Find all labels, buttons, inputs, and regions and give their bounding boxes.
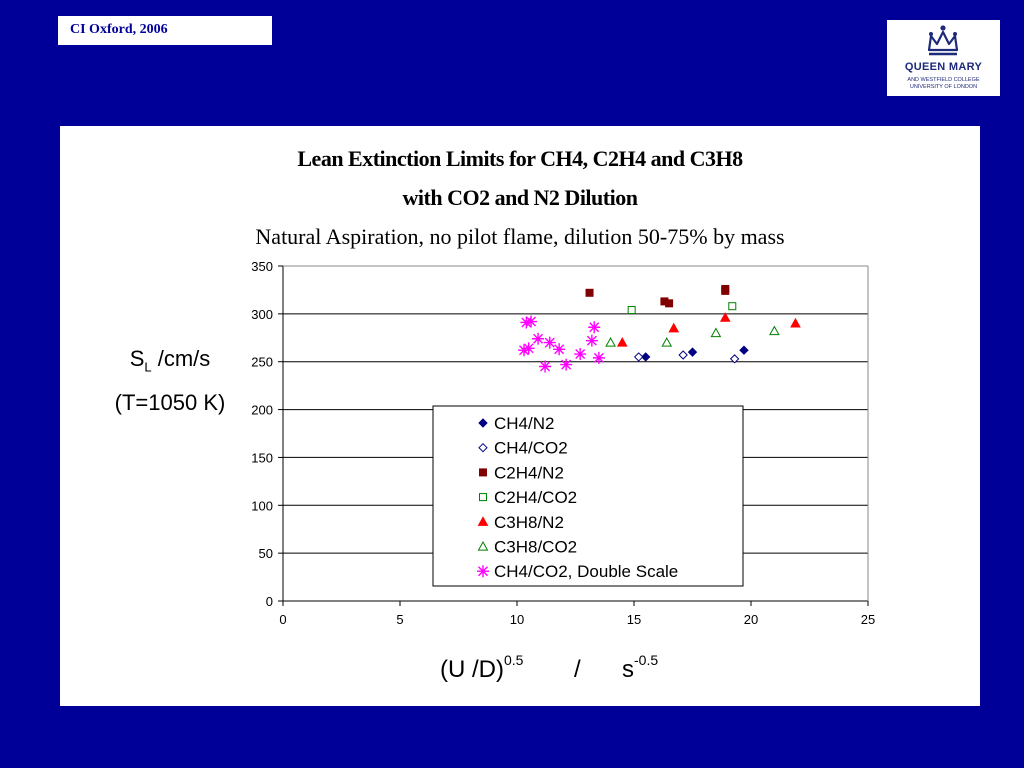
point-ch4-co2-double-scale: [586, 335, 598, 347]
chart-subtitle: Natural Aspiration, no pilot flame, dilution 50-75% by mass: [255, 224, 785, 249]
point-ch4-co2-double-scale: [588, 321, 600, 333]
y-axis-label-line-2: (T=1050 K): [114, 390, 226, 415]
y-tick-label: 350: [251, 259, 273, 274]
x-axis-label: [440, 652, 524, 684]
x-axis-label-exponent: 0.5: [503, 652, 524, 668]
point-ch4-n2: [740, 346, 748, 354]
x-axis-label-unit: [622, 652, 659, 684]
point-ch4-co2-double-scale: [539, 361, 551, 373]
point-c3h8-co2: [662, 338, 671, 346]
point-c3h8-n2: [669, 324, 678, 332]
point-c2h4-n2: [586, 289, 593, 296]
x-tick-label: 20: [743, 612, 759, 627]
point-ch4-n2: [689, 348, 697, 356]
point-c2h4-co2: [628, 307, 635, 314]
logo-line-1: AND WESTFIELD COLLEGE: [907, 77, 980, 83]
legend-marker-c2h4-n2: [480, 469, 487, 476]
y-tick-label: 300: [251, 306, 273, 322]
chart-title-line-1: Lean Extinction Limits for CH4, C2H4 and C3H8: [297, 146, 743, 171]
y-tick-label: 150: [251, 450, 273, 466]
legend-label-ch4-co2-double-scale: CH4/CO2, Double Scale: [494, 562, 679, 582]
legend-label-c2h4-co2: C2H4/CO2: [494, 488, 578, 508]
x-tick-label: 10: [509, 612, 525, 627]
point-ch4-co2-double-scale: [593, 352, 605, 364]
x-tick-label: 15: [626, 612, 642, 627]
crown-icon: [887, 20, 1000, 60]
y-tick-label: 50: [258, 546, 273, 562]
point-c3h8-co2: [770, 327, 779, 335]
point-c3h8-co2: [711, 329, 720, 337]
y-axis-label-symbol: S: [129, 346, 145, 371]
point-ch4-co2-double-scale: [523, 342, 535, 354]
scatter-plot: [60, 126, 980, 646]
point-ch4-co2-double-scale: [553, 343, 565, 355]
y-tick-label: 250: [251, 354, 273, 370]
point-c2h4-n2: [666, 300, 673, 307]
y-axis-label-subscript: L: [144, 359, 152, 375]
legend-marker-ch4-co2-double-scale: [477, 565, 489, 577]
legend-marker-c2h4-co2: [480, 494, 487, 501]
point-ch4-co2-double-scale: [525, 316, 537, 328]
legend-label-ch4-n2: CH4/N2: [494, 414, 555, 433]
point-c2h4-n2: [722, 285, 729, 292]
university-logo: [887, 20, 1000, 96]
point-c2h4-co2: [729, 303, 736, 310]
logo-line-2: UNIVERSITY OF LONDON: [909, 84, 978, 90]
point-ch4-co2: [635, 353, 643, 361]
event-tag-text: CI Oxford, 2006: [70, 22, 168, 37]
point-c3h8-co2: [606, 338, 615, 346]
point-c3h8-n2: [618, 338, 627, 346]
y-axis-label-unit: /cm/s: [151, 346, 211, 371]
x-axis-label-separator: /: [574, 656, 581, 683]
y-tick-label: 0: [265, 594, 273, 609]
chart-panel: [60, 126, 980, 706]
point-ch4-co2-double-scale: [532, 333, 544, 345]
point-ch4-co2-double-scale: [560, 359, 572, 371]
x-axis-label-unit-symbol: s: [622, 656, 634, 683]
x-axis-label-unit-exponent: -0.5: [634, 652, 659, 668]
point-ch4-co2-double-scale: [544, 337, 556, 349]
legend-label-ch4-co2: CH4/CO2: [494, 438, 568, 458]
y-tick-label: 200: [251, 402, 273, 418]
legend-label-c2h4-n2: C2H4/N2: [494, 463, 564, 483]
y-tick-label: 100: [251, 498, 273, 514]
legend-label-c3h8-n2: C3H8/N2: [494, 512, 564, 532]
event-tag: [58, 16, 272, 45]
point-ch4-co2: [679, 351, 687, 359]
x-tick-label: 0: [279, 612, 287, 627]
point-c3h8-n2: [791, 319, 800, 327]
x-tick-label: 5: [396, 612, 404, 627]
point-c3h8-n2: [721, 313, 730, 321]
point-ch4-co2-double-scale: [574, 348, 586, 360]
x-axis-label-base: (U /D): [440, 656, 504, 683]
chart-title-line-2: with CO2 and N2 Dilution: [402, 185, 638, 210]
legend-label-c3h8-co2: C3H8/CO2: [494, 537, 578, 557]
x-tick-label: 25: [860, 612, 876, 627]
logo-name: QUEEN MARY: [904, 61, 983, 73]
